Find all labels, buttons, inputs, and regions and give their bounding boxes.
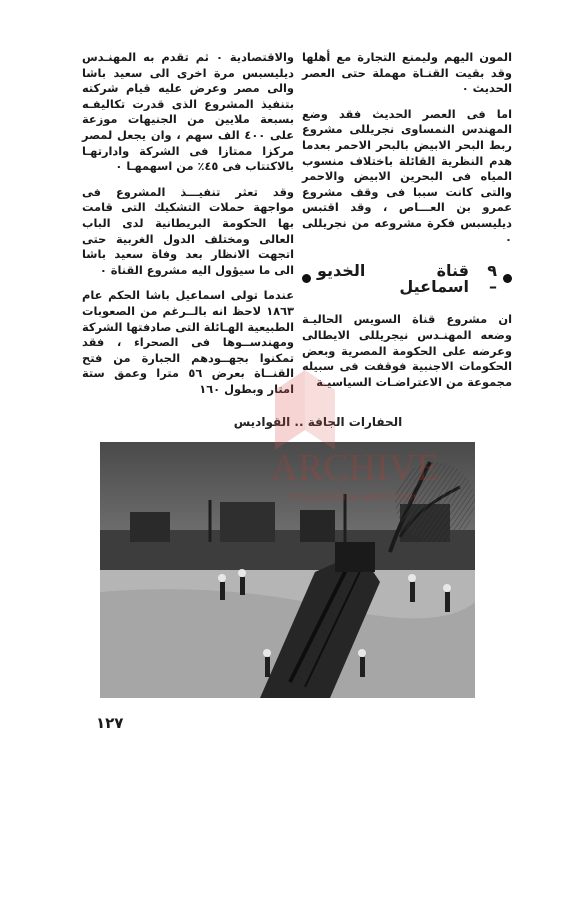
left-paragraph-2: وقد تعثر تنفيـــذ المشروع فى مواجهة حملات التشكيك التى قامت بها الحكومة البريطانية لدى الباب العالى ومختلف الدول الغربية حتى اتجهت الانظار بعد وفاة سعيد باشا الى ما سيؤول اليه مشروع القناة ٠	[82, 184, 294, 277]
figure-dredgers	[100, 442, 475, 698]
watermark-title: ARCHIVE	[270, 447, 440, 489]
watermark-url: http://archive.sakhrit.com	[290, 492, 420, 503]
heading-number: ٩ –	[487, 261, 497, 296]
bullet-icon	[503, 274, 512, 283]
right-paragraph-1: المون اليهم وليمنع التجارة مع أهلها وقد بقيت القنـاة مهملة حتى العصر الحديث ٠	[302, 50, 512, 96]
engraving-dredgers-icon	[100, 442, 475, 698]
left-paragraph-3: عندما تولى اسماعيل باشا الحكم عام ١٨٦٣ لاحظ انه بالــرغم من الصعوبات الطبيعية الهـائلة التى صادفتها الشركة ومهندســوها فى الصحراء ، فقد تمكنوا بجهــودهم الجبارة من فتح القنــاة بعرض ٥٦ مترا وعمق ستة امتار وبطول ١٦٠	[82, 288, 294, 396]
right-column	[302, 50, 512, 400]
figure-caption: الحفارات الجافة .. القواديس	[233, 415, 403, 429]
right-paragraph-3: ان مشروع قناة السويس الحاليـة وضعه المهنـدس نيجريللى الايطالى وعرضه على الحكومة المصرية وبعض الحكومات الاجنبية فوقفت فى سبيله مجموعة من الاعتراضـات السياسيـة	[302, 312, 512, 389]
left-column	[82, 50, 294, 407]
heading-text: قناة الخديو اسماعيل	[317, 261, 470, 296]
section-heading	[302, 263, 512, 294]
page-number: ١٢٧	[96, 714, 124, 732]
bullet-icon	[302, 274, 311, 283]
right-paragraph-2: اما فى العصر الحديث فقد وضع المهندس النمساوى نجريللى مشروع ربط البحر الابيض بالبحر الاحمر بعدما هدم النظرية القائلة باختلاف منسوب المياه فى البحرين الابيض والاحمر والتى كانت سببا فى وقف مشروع عمرو بن العـــاص ، وقد اقتبس ديليسبس فكرة مشروعه من نجريللى ٠	[302, 106, 512, 246]
left-paragraph-1: والاقتصادية ٠ ثم تقدم به المهنـدس ديليسبس مرة اخرى الى سعيد باشا والى مصر وعرض عليه قيام شركته بتنفيذ المشروع الذى قدرت تكاليفـه بسبعة ملايين من الجنيهات موزعة على ٤٠٠ الف سهم ، وان يجعل لمصر مركزا ممتازا فى الشركة وادارتهـا بالاكتتاب فى ٤٥٪ من اسهمهـا ٠	[82, 50, 295, 174]
